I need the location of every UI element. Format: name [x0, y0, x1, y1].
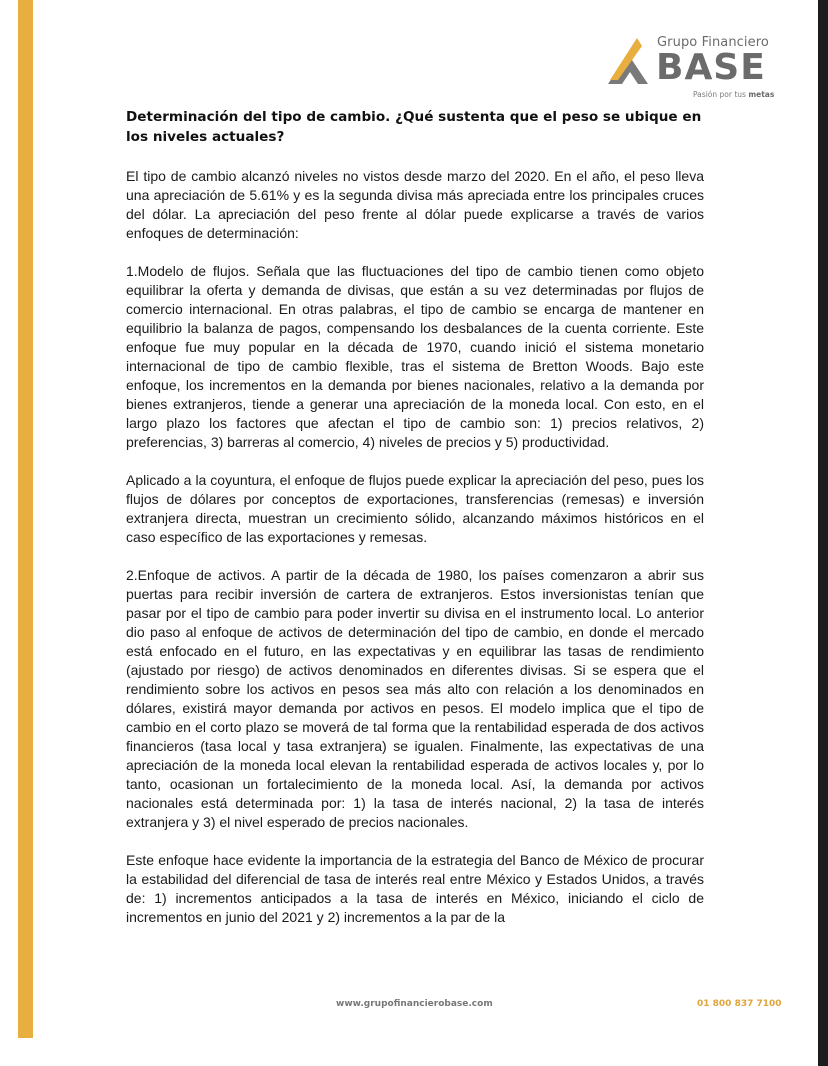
paragraph: El tipo de cambio alcanzó niveles no vistos desde marzo del 2020. En el año, el peso lleva una apreciación de 5.61% y es la segunda divisa más apreciada entre los principales cruces del dólar. La apreciación del peso frente al dólar puede explicarse a través de varios enfoques de determinación: — [126, 168, 704, 241]
footer-phone: 01 800 837 7100 — [697, 999, 782, 1009]
accent-bar — [18, 0, 33, 1038]
logo-tagline — [693, 90, 774, 99]
logo-tagline-bold: metas — [748, 90, 775, 99]
paragraph: Aplicado a la coyuntura, el enfoque de flujos puede explicar la apreciación del peso, pues los flujos de dólares por conceptos de exportaciones, transferencias (remesas) e inversión extranjera directa, muestran un crecimiento sólido, alcanzando máximos históricos en el caso específico de las exportaciones y remesas. — [126, 472, 704, 545]
triangle-logo-icon — [606, 36, 650, 86]
document-body — [126, 107, 704, 927]
paragraph: 1.Modelo de flujos. Señala que las fluctuaciones del tipo de cambio tienen como objeto equilibrar la oferta y demanda de divisas, que están a su vez determinadas por flujos de comercio internacional. En otras palabras, el tipo de cambio se encarga de mantener en equilibrio la balanza de pagos, compensando los desbalances de la cuenta corriente. Este enfoque fue muy popular en la década de 1970, cuando inició el sistema monetario internacional de tipo de cambio flexible, tras el sistema de Bretton Woods. Bajo este enfoque, los incrementos en la demanda por bienes nacionales, relativo a la demanda por bienes extranjeros, tiende a generar una apreciación de la moneda local. Con esto, en el largo plazo los factores que afectan el tipo de cambio son: 1) precios relativos, 2) preferencias, 3) barreras al comercio, 4) niveles de precios y 5) productividad. — [126, 263, 704, 450]
logo-wordmark: BASE — [656, 47, 766, 88]
logo-tagline-prefix: Pasión por tus — [693, 90, 746, 99]
document-title: Determinación del tipo de cambio. ¿Qué sustenta que el peso se ubique en los niveles actuales? — [126, 109, 702, 145]
logo-top-text: Grupo Financiero — [657, 35, 769, 50]
footer-website: www.grupofinancierobase.com — [336, 999, 493, 1009]
company-logo — [606, 32, 781, 104]
paragraph: Este enfoque hace evidente la importancia de la estrategia del Banco de México de procurar la estabilidad del diferencial de tasa de interés real entre México y Estados Unidos, a través de: 1) incrementos anticipados a la tasa de interés en México, iniciando el ciclo de incrementos en junio del 2021 y 2) incrementos a la par de la — [126, 852, 704, 925]
page-edge — [818, 0, 828, 1066]
paragraph: 2.Enfoque de activos. A partir de la década de 1980, los países comenzaron a abrir sus puertas para recibir inversión de cartera de extranjeros. Estos inversionistas tenían que pasar por el tipo de cambio para poder invertir su divisa en el instrumento local. Lo anterior dio paso al enfoque de activos de determinación del tipo de cambio, en donde el mercado está enfocado en el futuro, en las expectativas y en equilibrar las tasas de rendimiento (ajustado por riesgo) de activos denominados en diferentes divisas. Si se espera que el rendimiento sobre los activos en pesos sea más alto con relación a los denominados en dólares, existirá mayor demanda por activos en pesos. El modelo implica que el tipo de cambio en el corto plazo se moverá de tal forma que la rentabilidad esperada de dos activos financieros (tasa local y tasa extranjera) se igualen. Finalmente, las expectativas de una apreciación de la moneda local elevan la rentabilidad esperada de activos locales y, por lo tanto, ocasionan un fortalecimiento de la moneda local. Así, la demanda por activos nacionales está determinada por: 1) la tasa de interés nacional, 2) la tasa de interés extranjera y 3) el nivel esperado de precios nacionales. — [126, 567, 704, 830]
